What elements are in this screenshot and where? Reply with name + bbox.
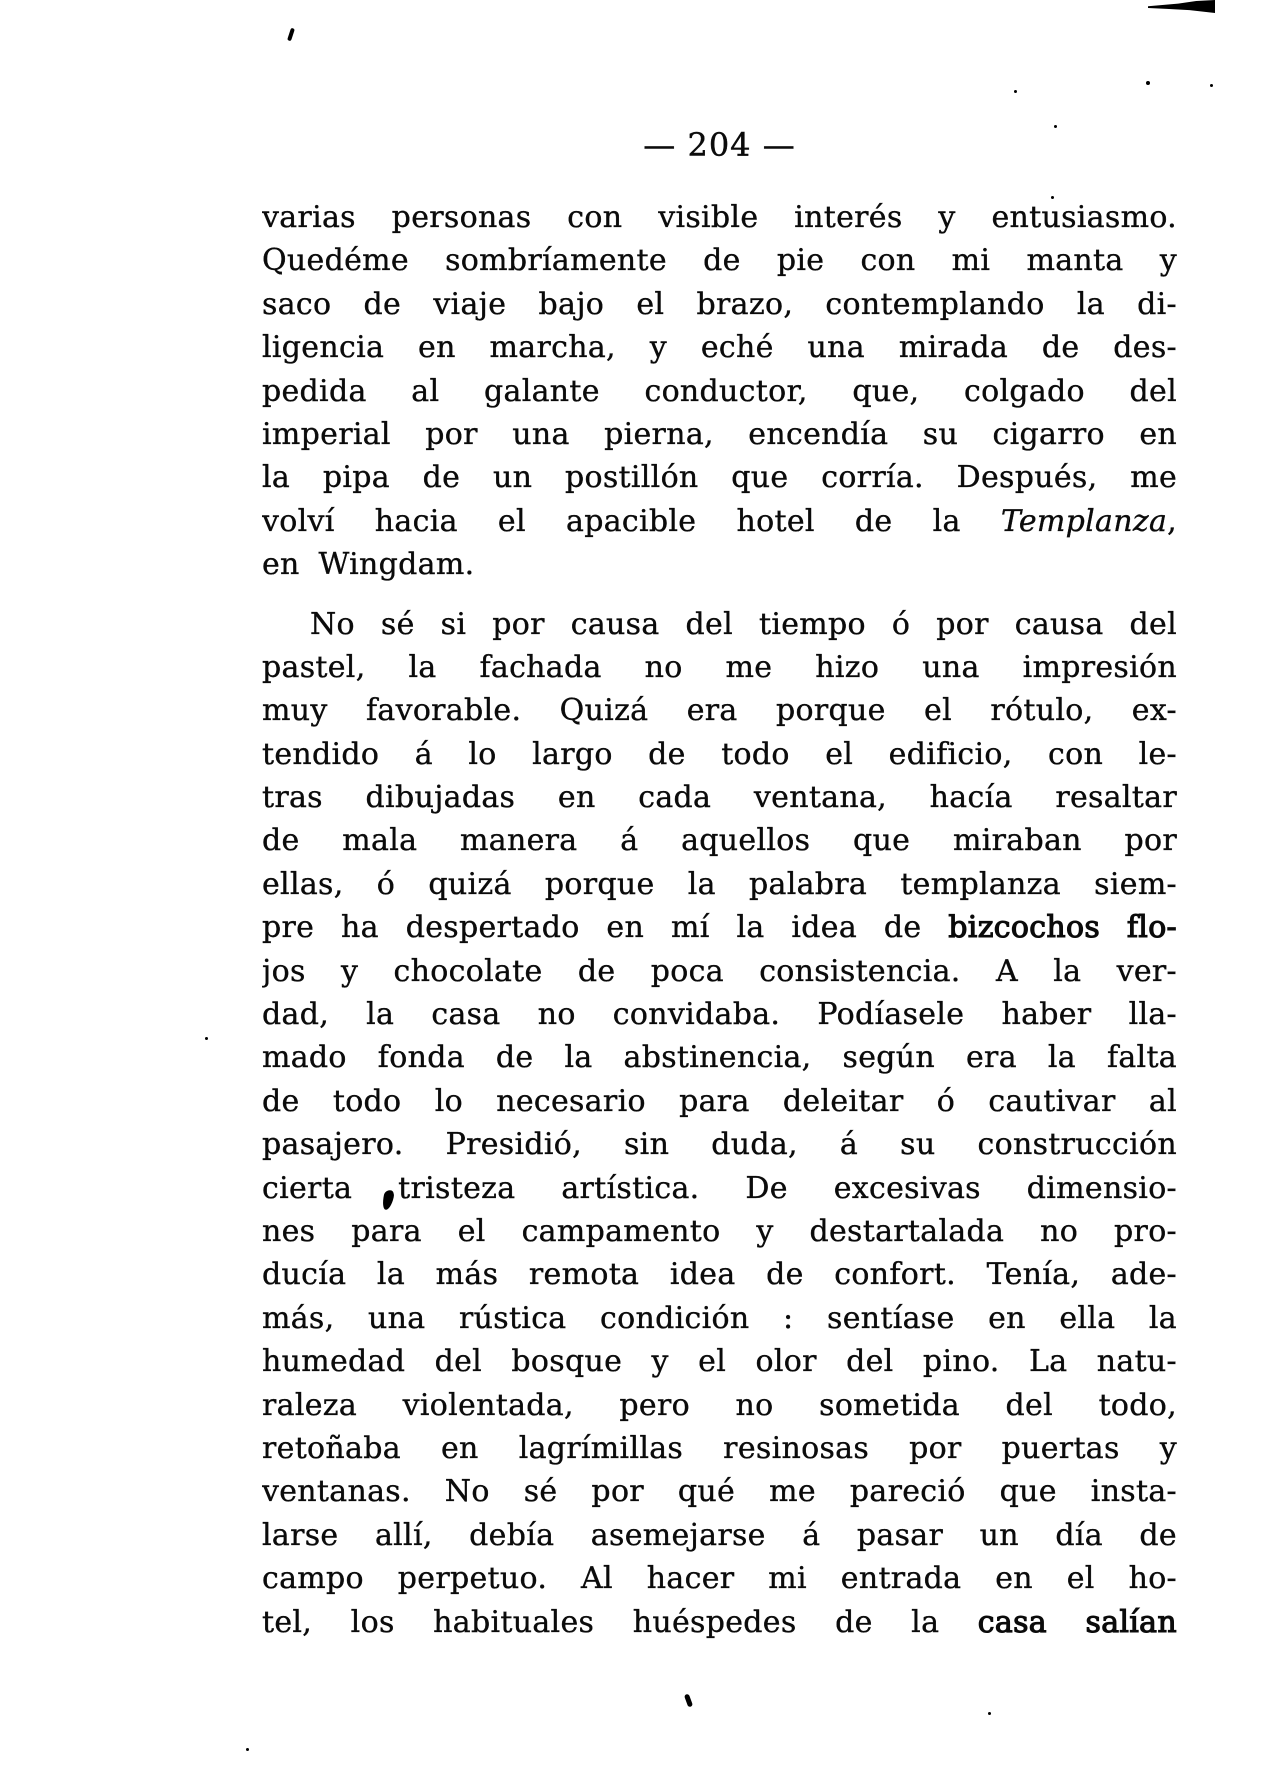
page-number: — 204 —	[643, 126, 796, 164]
text-line: jos y chocolate de poca consistencia. A la ver-	[262, 953, 1177, 989]
heavy-ink-text: bizcochos flo-	[948, 910, 1177, 946]
text-line: imperial por una pierna, encendía su cigarro en	[262, 416, 1177, 452]
text-line: dad, la casa no convidaba. Podíasele haber lla-	[262, 997, 1177, 1033]
text-line: raleza violentada, pero no sometida del todo,	[262, 1387, 1177, 1423]
text-line: Quedéme sombríamente de pie con mi manta y	[262, 243, 1177, 279]
scan-speck	[1210, 84, 1213, 87]
text-segment: tel, los habituales huéspedes de la	[262, 1604, 978, 1640]
text-line: varias personas con visible interés y entusiasmo.	[262, 200, 1177, 235]
italic-text: Templanza	[1000, 503, 1168, 539]
text-line-final	[262, 1601, 1177, 1644]
text-block	[262, 196, 1177, 1660]
scan-speck	[1146, 81, 1150, 85]
text-line: tendido á lo largo de todo el edificio, con le-	[262, 736, 1177, 772]
scan-speck	[287, 28, 295, 42]
text-line: más, una rústica condición : sentíase en ella la	[262, 1300, 1177, 1336]
text-line: ventanas. No sé por qué me pareció que insta-	[262, 1474, 1177, 1510]
text-line: saco de viaje bajo el brazo, contemplando la di-	[262, 286, 1177, 322]
text-line: de mala manera á aquellos que miraban por	[262, 823, 1177, 859]
text-line-templanza	[262, 500, 1177, 543]
text-line: larse allí, debía asemejarse á pasar un día de	[262, 1517, 1177, 1553]
text-line: retoñaba en lagrímillas resinosas por puertas y	[262, 1430, 1177, 1466]
text-line: cierta tristeza artística. De excesivas dimensio-	[262, 1170, 1177, 1206]
text-segment: pre ha despertado en mí la idea de	[262, 910, 949, 946]
text-line: pedida al galante conductor, que, colgado del	[262, 373, 1177, 409]
text-line: nes para el campamento y destartalada no pro-	[262, 1213, 1177, 1249]
text-line: tras dibujadas en cada ventana, hacía resaltar	[262, 780, 1177, 816]
text-line: mado fonda de la abstinencia, según era la falta	[262, 1040, 1177, 1076]
text-segment: ,	[1167, 503, 1177, 539]
heavy-ink-text: casa salían	[977, 1604, 1177, 1640]
scan-speck	[988, 1712, 991, 1715]
scan-speck	[684, 1694, 693, 1708]
text-line: campo perpetuo. Al hacer mi entrada en el ho-	[262, 1561, 1177, 1597]
scan-speck	[246, 1748, 249, 1751]
text-segment: volví hacia el apacible hotel de la	[262, 503, 1001, 539]
scan-speck	[1014, 90, 1017, 93]
text-line: ellas, ó quizá porque la palabra templanza siem-	[262, 866, 1177, 902]
text-line: ducía la más remota idea de confort. Tenía, ade-	[262, 1257, 1177, 1293]
text-line: ligencia en marcha, y eché una mirada de des-	[262, 330, 1177, 366]
text-line: humedad del bosque y el olor del pino. La natu-	[262, 1344, 1177, 1380]
text-line-bizcochos	[262, 906, 1177, 949]
text-line: la pipa de un postillón que corría. Después, me	[262, 460, 1177, 496]
scan-speck	[205, 1037, 208, 1040]
scan-artifact-corner	[1148, 0, 1215, 13]
text-line: pastel, la fachada no me hizo una impresión	[262, 649, 1177, 685]
text-line: de todo lo necesario para deleitar ó cautivar al	[262, 1083, 1177, 1119]
text-line: No sé si por causa del tiempo ó por causa del	[310, 606, 1177, 642]
text-line: pasajero. Presidió, sin duda, á su construcción	[262, 1127, 1177, 1163]
text-line: en Wingdam.	[262, 547, 475, 583]
text-line: muy favorable. Quizá era porque el rótulo, ex-	[262, 693, 1177, 729]
